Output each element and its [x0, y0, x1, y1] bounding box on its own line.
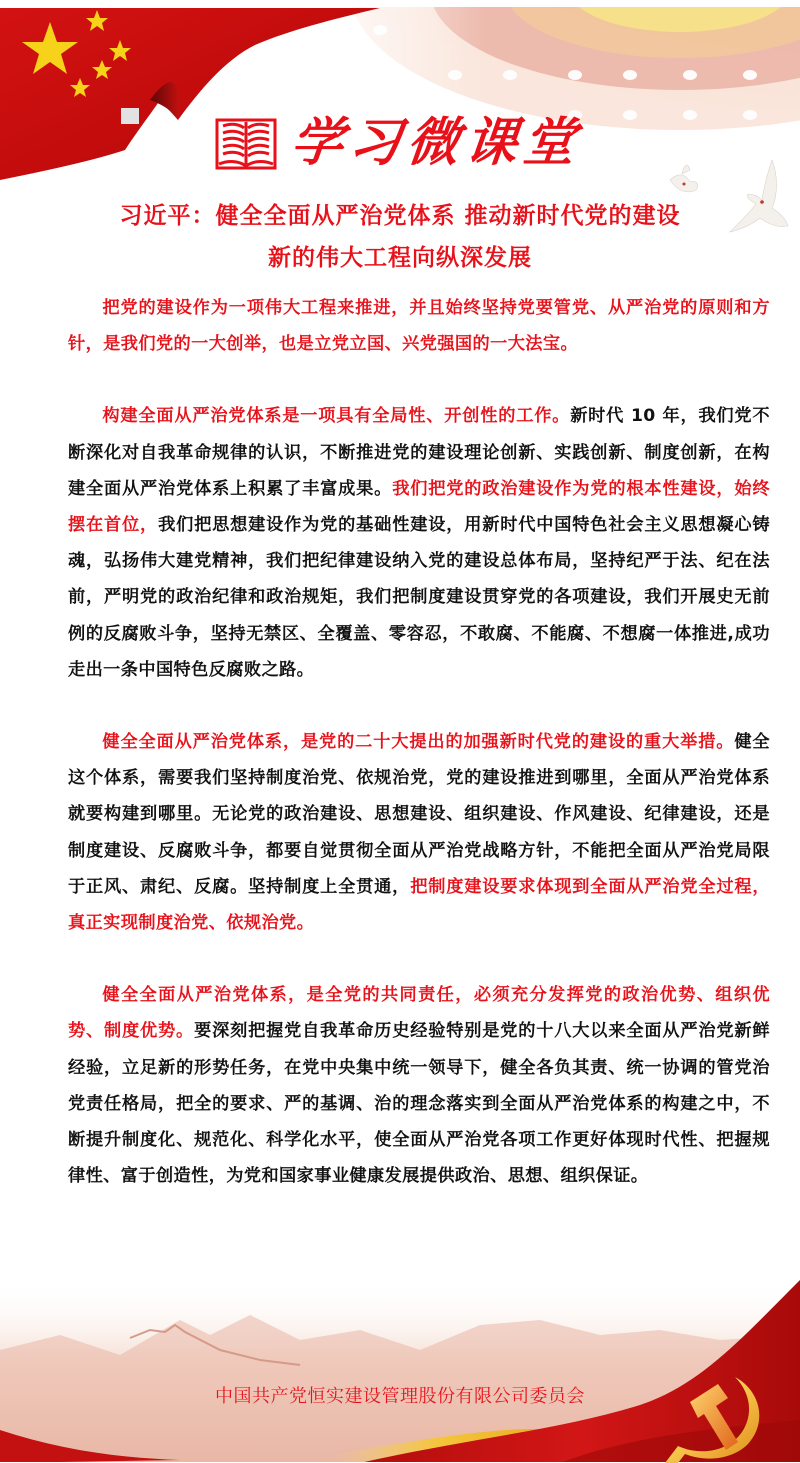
article-body — [68, 290, 770, 1230]
organization-name: 中国共产党恒实建设管理股份有限公司委员会 — [215, 1386, 585, 1407]
highlight-text: 把党的建设作为一项伟大工程来推进，并且始终坚持党要管党、从严治党的原则和方针，是我们党的一大创举，也是立党立国、兴党强国的一大法宝。 — [68, 298, 770, 355]
highlight-text: 健全全面从严治党体系，是全党的共同责任，必须充分发挥党的政治优势、组织优势、制度优势。 — [68, 985, 770, 1042]
header-banner — [0, 0, 800, 280]
paragraph-1 — [68, 290, 770, 362]
highlight-text: 我们把党的政治建设作为党的根本性建设，始终摆在首位， — [68, 478, 771, 536]
top-strip — [0, 0, 800, 7]
body-text: 新时代 10 年，我们党不断深化对自我革命规律的认识，不断推进党的建设理论创新、实践创新、制度创新，在构建全面从严治党体系上积累了丰富成果。 — [68, 406, 771, 499]
highlight-text: 把制度建设要求体现到全面从严治党全过程，真正实现制度治党、依规治党。 — [68, 876, 770, 934]
article-title-line-1: 习近平：健全全面从严治党体系 推动新时代党的建设 — [119, 203, 681, 229]
open-book-icon — [215, 114, 277, 172]
body-text: 我们把思想建设作为党的基础性建设，用新时代中国特色社会主义思想凝心铸魂，弘扬伟大建党精神，我们把纪律建设纳入党的建设总体布局，坚持纪严于法、纪在法前，严明党的政治纪律和政治规矩，我们把制度建设贯穿党的各项建设，我们开展史无前例的反腐败斗争，坚持无禁区、全覆盖、零容忍，不敢腐、不能腐、不想腐一体推进,成功走出一条中国特色反腐败之路。 — [68, 515, 770, 680]
paragraph-3 — [68, 724, 770, 941]
paragraph-4 — [68, 977, 770, 1194]
body-text: 要深刻把握党自我革命历史经验特别是党的十八大以来全面从严治党新鲜经验，立足新的形势任务，在党中央集中统一领导下，健全各负其责、统一协调的管党治党责任格局，把全的要求、严的基调、治的理念落实到全面从严治党体系的构建之中，不断提升制度化、规范化、科学化水平，使全面从严治党各项工作更好体现时代性、把握规律性、富于创造性，为党和国家事业健康发展提供政治、思想、组织保证。 — [68, 1021, 770, 1187]
highlight-text: 健全全面从严治党体系，是党的二十大提出的加强新时代党的建设的重大举措。 — [102, 732, 735, 753]
brand-logo — [215, 112, 585, 173]
article-title-line-2: 新的伟大工程向纵深发展 — [268, 245, 532, 271]
party-emblem-icon — [660, 1372, 770, 1463]
brand-title: 学习微课堂 — [287, 112, 585, 173]
placeholder-square — [121, 108, 139, 124]
body-text: 健全这个体系，需要我们坚持制度治党、依规治党，党的建设推进到哪里，全面从严治党体系就要构建到哪里。无论党的政治建设、思想建设、组织建设、作风建设、纪律建设，还是制度建设、反腐败斗争，都要自觉贯彻全面从严治党战略方针，不能把全面从严治党局限于正风、肃纪、反腐。坚持制度上全贯通， — [68, 732, 770, 897]
paragraph-2 — [68, 398, 770, 688]
highlight-text: 构建全面从严治党体系是一项具有全局性、开创性的工作。 — [102, 406, 571, 427]
article-title — [40, 195, 760, 279]
